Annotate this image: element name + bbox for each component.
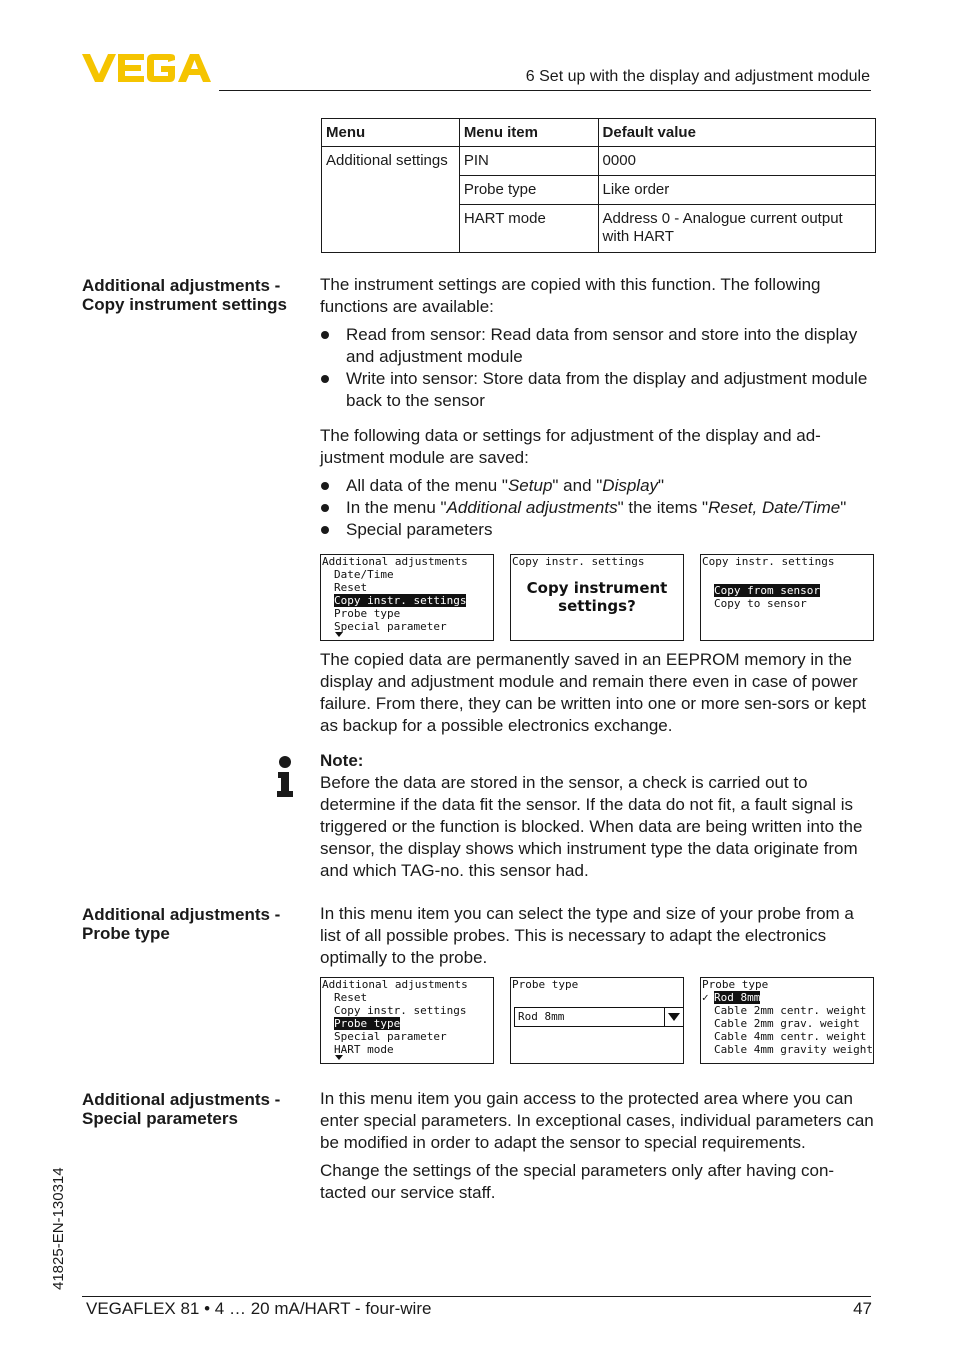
paragraph: The following data or settings for adjustment of the display and ad-justment module are saved: xyxy=(320,426,821,467)
table-cell: Like order xyxy=(598,176,875,205)
list-item: Write into sensor: Store data from the display and adjustment module back to the sensor xyxy=(320,368,876,412)
saved-data-list xyxy=(320,475,876,541)
info-icon xyxy=(276,756,294,798)
table-row xyxy=(322,147,876,176)
lcd-screen-probe-list xyxy=(700,977,874,1064)
text: " and " xyxy=(552,476,603,495)
lcd-list-item: Cable 4mm gravity weight xyxy=(714,1043,873,1056)
heading-line: Probe type xyxy=(82,924,170,943)
lcd-message-line: settings? xyxy=(558,597,636,615)
product-name: VEGAFLEX 81 • 4 … 20 mA/HART - four-wire xyxy=(86,1299,432,1318)
page-number: 47 xyxy=(853,1299,872,1318)
table-cell: Address 0 - Analogue current output with HART xyxy=(598,205,875,253)
heading-line: Additional adjustments - xyxy=(82,276,281,295)
lcd-title: Probe type xyxy=(512,978,579,991)
lcd-title: Additional adjustments xyxy=(322,978,468,991)
special-parameters-heading xyxy=(82,1090,307,1128)
lcd-menu-item: Reset xyxy=(334,581,368,594)
lcd-menu-item-selected: Copy instr. settings xyxy=(334,594,467,607)
lcd-menu-item: Probe type xyxy=(334,607,401,620)
lcd-screen-copy-confirm xyxy=(510,554,684,641)
footer-divider xyxy=(82,1296,871,1297)
column-header: Menu item xyxy=(459,119,598,147)
special-parameters-body xyxy=(320,1088,876,1204)
table-header-row xyxy=(322,119,876,147)
lcd-menu-item: HART mode xyxy=(334,1043,394,1056)
text: " xyxy=(840,498,847,517)
table-cell: 0000 xyxy=(598,147,875,176)
text: All data of the menu " xyxy=(346,476,508,495)
function-list xyxy=(320,324,876,412)
scroll-down-icon xyxy=(335,1055,343,1060)
table-cell-menu: Additional settings xyxy=(322,147,460,253)
document-number: 41825-EN-130314 xyxy=(50,1167,67,1290)
note-block xyxy=(320,750,876,882)
lcd-menu-item: Copy to sensor xyxy=(714,597,807,610)
list-item: Read from sensor: Read data from sensor and store into the display and adjustment module xyxy=(320,324,876,368)
lcd-menu-item: Reset xyxy=(334,991,368,1004)
list-item xyxy=(320,475,876,497)
paragraph: The instrument settings are copied with this function. The following functions are available: xyxy=(320,275,821,316)
paragraph: Change the settings of the special parameters only after having con-tacted our service staff. xyxy=(320,1161,835,1202)
heading-line: Additional adjustments - xyxy=(82,1090,281,1109)
table-cell: PIN xyxy=(459,147,598,176)
check-icon: ✓ xyxy=(702,991,709,1004)
lcd-screen-copy-options xyxy=(700,554,874,641)
default-values-table xyxy=(321,118,876,253)
lcd-message-line: Copy instrument xyxy=(526,579,668,597)
list-item xyxy=(320,497,876,519)
section-title: 6 Set up with the display and adjustment module xyxy=(525,68,870,85)
text: " the items " xyxy=(617,498,709,517)
probe-type-dropdown xyxy=(514,1007,684,1027)
lcd-screen-probe-type xyxy=(510,977,684,1064)
lcd-menu-item: Copy instr. settings xyxy=(334,1004,467,1017)
dropdown-value: Rod 8mm xyxy=(518,1010,565,1023)
lcd-list-item: Cable 2mm grav. weight xyxy=(714,1017,860,1030)
table-cell: Probe type xyxy=(459,176,598,205)
note-text: Before the data are stored in the sensor, a check is carried out to determine if the data fit the sensor. If the data do not fit, a fault signal is triggered or the function is blocked. When data are being written into the sensor, the display shows which instrument type the data originate from and which TAG-no. this sensor had. xyxy=(320,773,863,880)
column-header: Default value xyxy=(598,119,875,147)
scroll-down-icon xyxy=(335,632,343,637)
lcd-list-item: Cable 2mm centr. weight xyxy=(714,1004,867,1017)
lcd-menu-item: Special parameter xyxy=(334,1030,447,1043)
probe-type-heading xyxy=(82,905,307,943)
lcd-message xyxy=(511,579,683,615)
list-item: Special parameters xyxy=(320,519,876,541)
vega-logo xyxy=(82,52,212,84)
menu-name: Additional adjustments xyxy=(446,498,618,517)
column-header: Menu xyxy=(322,119,460,147)
lcd-title: Copy instr. settings xyxy=(512,555,645,568)
lcd-title: Copy instr. settings xyxy=(702,555,835,568)
lcd-screen-additional-adjustments-2 xyxy=(320,977,494,1064)
copy-settings-heading xyxy=(82,276,307,314)
lcd-screen-additional-adjustments xyxy=(320,554,494,641)
menu-name: Setup xyxy=(507,476,553,495)
text: In the menu " xyxy=(346,498,447,517)
dropdown-arrow-icon xyxy=(664,1008,683,1026)
note-title: Note: xyxy=(320,751,364,770)
heading-line: Additional adjustments - xyxy=(82,905,281,924)
copy-settings-body xyxy=(320,274,876,541)
lcd-menu-item: Special parameter xyxy=(334,620,447,633)
header-divider xyxy=(219,90,871,91)
heading-line: Special parameters xyxy=(82,1109,238,1128)
menu-name: Display xyxy=(602,476,659,495)
probe-type-paragraph: In this menu item you can select the type and size of your probe from a list of all possible probes. This is necessary to adapt the electronics optimally to the probe. xyxy=(320,904,854,967)
lcd-list-item-selected: Rod 8mm xyxy=(714,991,761,1004)
table-cell: HART mode xyxy=(459,205,598,253)
menu-name: Reset, Date/Time xyxy=(708,498,841,517)
lcd-title: Probe type xyxy=(702,978,769,991)
text: " xyxy=(658,476,665,495)
lcd-title: Additional adjustments xyxy=(322,555,468,568)
lcd-menu-item: Date/Time xyxy=(334,568,394,581)
lcd-menu-item-selected: Probe type xyxy=(334,1017,401,1030)
heading-line: Copy instrument settings xyxy=(82,295,287,314)
paragraph: In this menu item you gain access to the protected area where you can enter special parameters. In exceptional cases, individual parameters can be modified in order to adapt the sensor to special requirements. xyxy=(320,1089,874,1152)
lcd-list-item: Cable 4mm centr. weight xyxy=(714,1030,867,1043)
eeprom-paragraph: The copied data are permanently saved in an EEPROM memory in the display and adjustment module and remain there even in case of power failure. From there, they can be written into one or more sen-sors or kept as backup for a possible electronics exchange. xyxy=(320,650,867,735)
lcd-menu-item-selected: Copy from sensor xyxy=(714,584,820,597)
